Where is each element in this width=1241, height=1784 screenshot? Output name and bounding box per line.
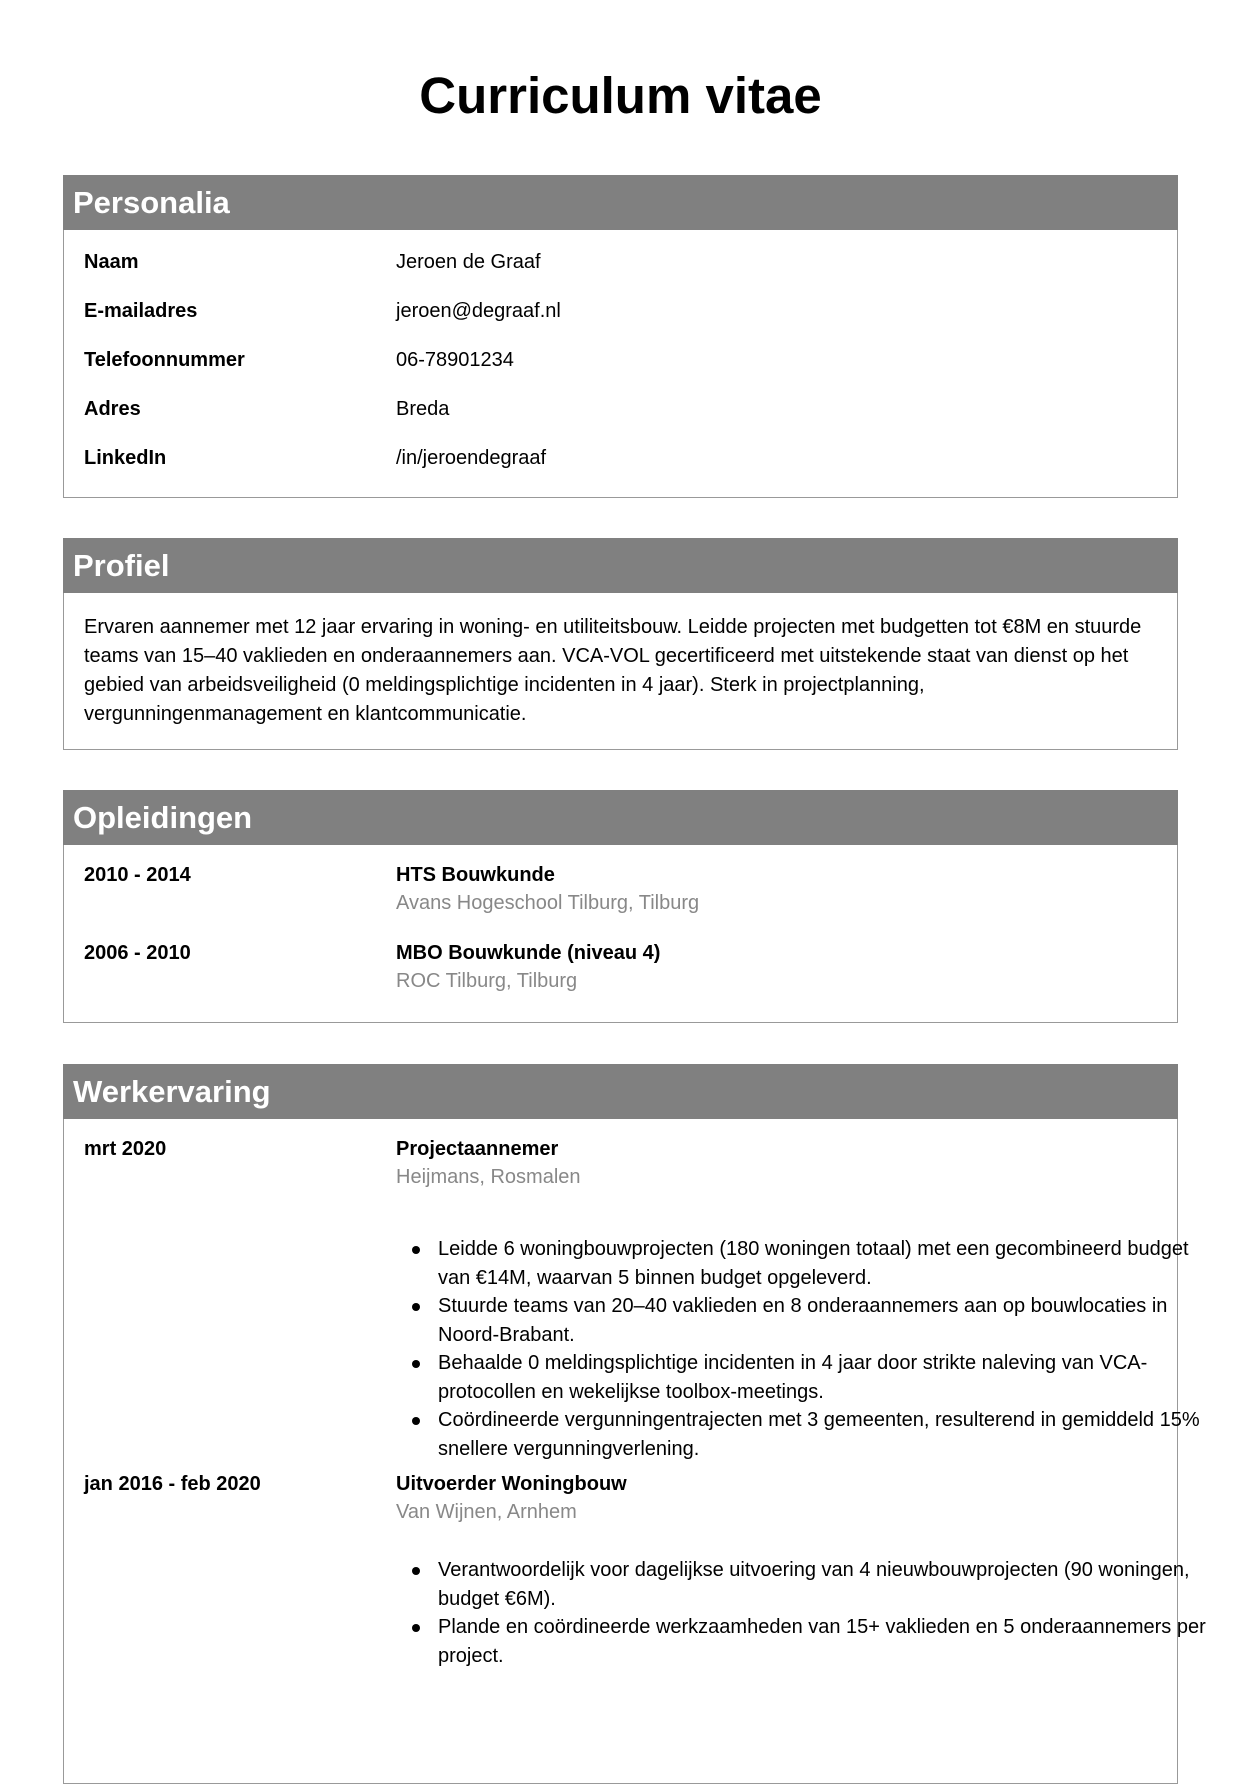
page-title: Curriculum vitae — [419, 67, 822, 124]
field-value: Breda — [396, 398, 450, 420]
education-title: HTS Bouwkunde — [396, 864, 555, 886]
werkervaring-heading: Werkervaring — [63, 1064, 1178, 1119]
field-label: Adres — [84, 398, 141, 420]
personalia-row-email — [64, 296, 1177, 326]
list-item: Verantwoordelijk voor dagelijkse uitvoering van 4 nieuwbouwprojecten (90 woningen, budget €6M). — [396, 1556, 1216, 1613]
list-item: Behaalde 0 meldingsplichtige incidenten in 4 jaar door strikte naleving van VCA-protocollen en wekelijkse toolbox-meetings. — [396, 1349, 1216, 1406]
list-item: Coördineerde vergunningentrajecten met 3 gemeenten, resulterend in gemiddeld 15% snellere vergunningverlening. — [396, 1406, 1216, 1463]
work-date: jan 2016 - feb 2020 — [84, 1473, 261, 1495]
opleidingen-heading: Opleidingen — [63, 790, 1178, 845]
personalia-section — [63, 175, 1178, 498]
personalia-row-address — [64, 394, 1177, 424]
education-date: 2010 - 2014 — [84, 864, 191, 886]
work-title: Uitvoerder Woningbouw — [396, 1473, 627, 1495]
personalia-heading: Personalia — [63, 175, 1178, 230]
field-value: Jeroen de Graaf — [396, 251, 541, 273]
profile-text: Ervaren aannemer met 12 jaar ervaring in woning- en utiliteitsbouw. Leidde projecten met budgetten tot €8M en stuurde teams van 15–40 vaklieden en onderaannemers aan. VCA-VOL gecertificeerd met uitstekende staat van dienst op het gebied van arbeidsveiligheid (0 meldingsplichtige incidenten in 4 jaar). Sterk in projectplanning, vergunningenmanagement en klantcommunicatie. — [84, 616, 1142, 725]
list-item: Leidde 6 woningbouwprojecten (180 woningen totaal) met een gecombineerd budget van €14M, waarvan 5 binnen budget opgeleverd. — [396, 1235, 1216, 1292]
work-employer: Heijmans, Rosmalen — [396, 1166, 581, 1188]
field-label: E-mailadres — [84, 300, 198, 322]
field-label: Naam — [84, 251, 139, 273]
werkervaring-section — [63, 1064, 1206, 1784]
work-employer: Van Wijnen, Arnhem — [396, 1501, 577, 1523]
education-institution: ROC Tilburg, Tilburg — [396, 970, 578, 992]
list-item: Stuurde teams van 20–40 vaklieden en 8 onderaannemers aan op bouwlocaties in Noord-Brabant. — [396, 1292, 1216, 1349]
education-date: 2006 - 2010 — [84, 942, 191, 964]
work-date: mrt 2020 — [84, 1138, 167, 1160]
field-value: 06-78901234 — [396, 349, 514, 371]
personalia-row-name — [64, 247, 1177, 277]
field-value: /in/jeroendegraaf — [396, 447, 547, 469]
field-label: LinkedIn — [84, 447, 167, 469]
education-institution: Avans Hogeschool Tilburg, Tilburg — [396, 892, 700, 914]
work-bullets — [396, 1235, 1216, 1463]
field-label: Telefoonnummer — [84, 349, 245, 371]
education-title: MBO Bouwkunde (niveau 4) — [396, 942, 661, 964]
field-value: jeroen@degraaf.nl — [396, 300, 561, 322]
work-bullets — [396, 1556, 1216, 1670]
opleidingen-section — [63, 790, 1178, 1023]
work-title: Projectaannemer — [396, 1138, 559, 1160]
profiel-section — [63, 538, 1178, 750]
personalia-row-phone — [64, 345, 1177, 375]
list-item: Plande en coördineerde werkzaamheden van 15+ vaklieden en 5 onderaannemers per project. — [396, 1613, 1216, 1670]
personalia-row-linkedin — [64, 443, 1177, 473]
profiel-heading: Profiel — [63, 538, 1178, 593]
